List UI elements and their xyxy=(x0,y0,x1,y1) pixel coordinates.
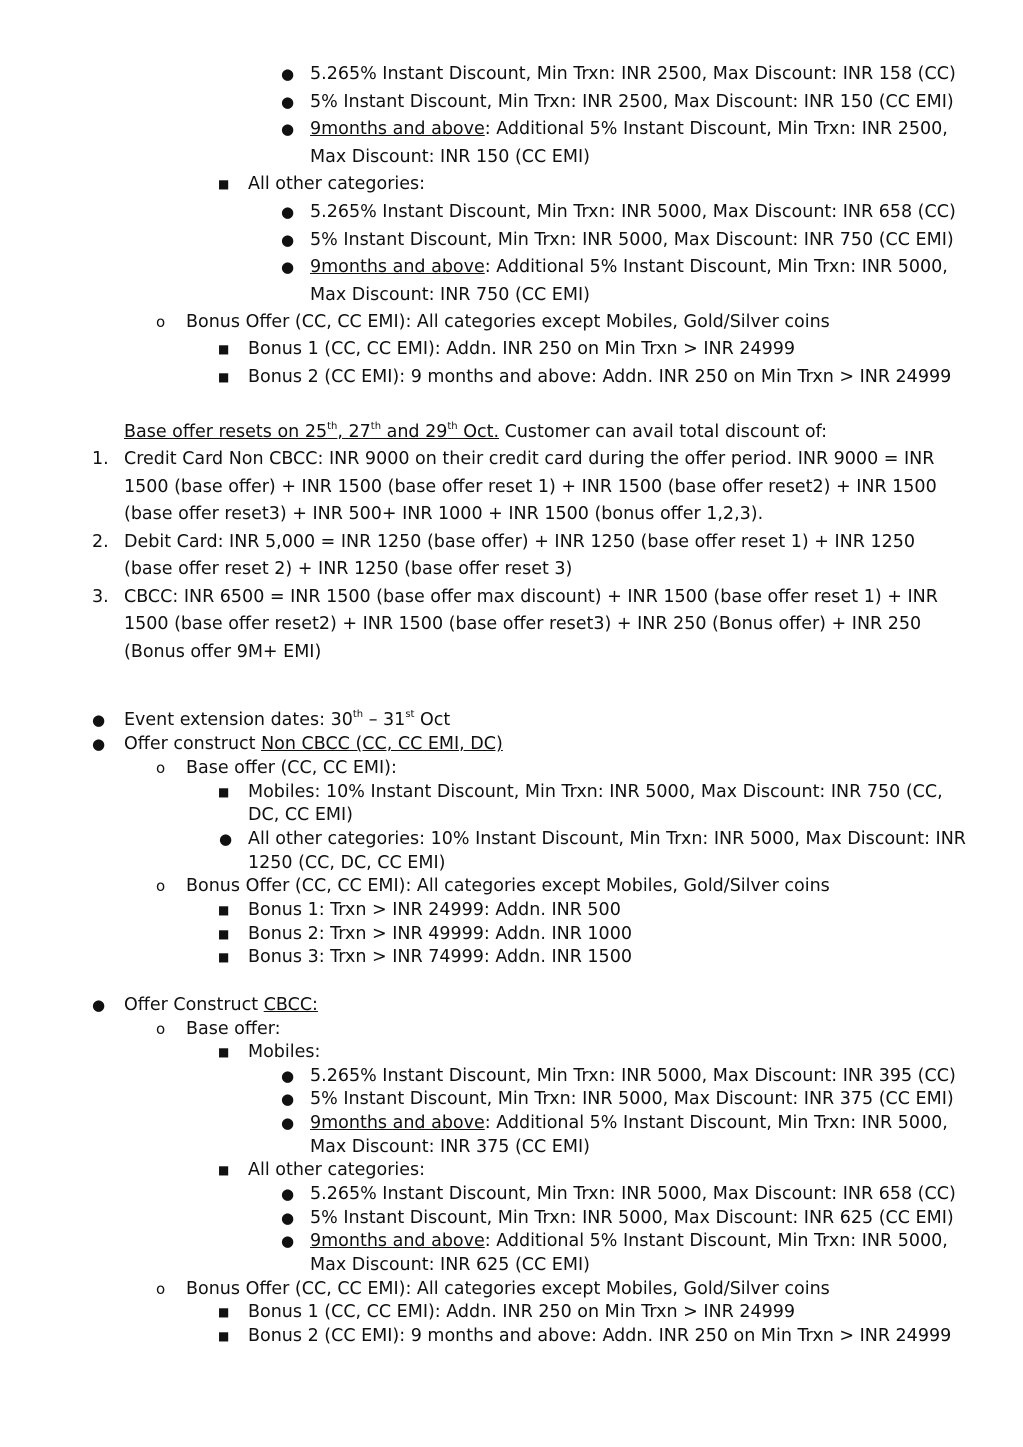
bullet-disc: ● xyxy=(281,1067,295,1085)
bullet-square: ■ xyxy=(218,342,230,356)
text-run: Oct xyxy=(414,710,451,730)
text-run: Oct. xyxy=(457,422,500,442)
list-item: 5% Instant Discount, Min Trxn: INR 5000, Max Discount: INR 375 (CC EMI) xyxy=(310,1089,954,1109)
text-run: Base offer resets on 25 xyxy=(124,422,328,442)
list-item xyxy=(124,993,318,1017)
reset-paragraph xyxy=(124,420,827,444)
bullet-disc: ● xyxy=(281,120,295,138)
list-item: Bonus 3: Trxn > INR 74999: Addn. INR 1500 xyxy=(248,947,632,967)
bullet-square: ■ xyxy=(218,370,230,384)
bullet-circle: o xyxy=(156,1280,166,1298)
numbered-item-continuation: 1500 (base offer) + INR 1500 (base offer reset 1) + INR 1500 (base offer reset2) + INR 1500 xyxy=(124,477,937,497)
superscript: th xyxy=(327,421,338,433)
text-run: , 27 xyxy=(337,422,371,442)
bullet-circle: o xyxy=(156,1020,166,1038)
superscript: th xyxy=(447,421,458,433)
underlined-term: 9months and above xyxy=(310,119,485,139)
list-item-continuation: Max Discount: INR 750 (CC EMI) xyxy=(310,285,590,305)
list-item: Bonus 2 (CC EMI): 9 months and above: Addn. INR 250 on Min Trxn > INR 24999 xyxy=(248,1326,952,1346)
list-item xyxy=(310,1111,948,1135)
bullet-square: ■ xyxy=(218,1045,230,1059)
superscript: th xyxy=(370,421,382,433)
list-item: 5.265% Instant Discount, Min Trxn: INR 5000, Max Discount: INR 395 (CC) xyxy=(310,1066,956,1086)
list-item: Bonus 2 (CC EMI): 9 months and above: Addn. INR 250 on Min Trxn > INR 24999 xyxy=(248,367,952,387)
bullet-disc: ● xyxy=(281,93,295,111)
bullet-disc: ● xyxy=(281,1114,295,1132)
numbered-item: CBCC: INR 6500 = INR 1500 (base offer max discount) + INR 1500 (base offer reset 1) + INR xyxy=(124,587,938,607)
list-item: All other categories: xyxy=(248,174,426,194)
bullet-disc: ● xyxy=(281,1090,295,1108)
numbered-item: Debit Card: INR 5,000 = INR 1250 (base offer) + INR 1250 (base offer reset 1) + INR 1250 xyxy=(124,532,916,552)
bullet-square: ■ xyxy=(218,1305,230,1319)
list-item-continuation: Max Discount: INR 625 (CC EMI) xyxy=(310,1255,590,1275)
bullet-disc: ● xyxy=(219,830,233,848)
list-item: Bonus Offer (CC, CC EMI): All categories except Mobiles, Gold/Silver coins xyxy=(186,876,830,896)
numbered-item-continuation: (base offer reset 2) + INR 1250 (base offer reset 3) xyxy=(124,559,573,579)
numbered-item: Credit Card Non CBCC: INR 9000 on their credit card during the offer period. INR 9000 = INR xyxy=(124,449,935,469)
list-item-continuation: 1250 (CC, DC, CC EMI) xyxy=(248,853,446,873)
underlined-term: Non CBCC (CC, CC EMI, DC) xyxy=(261,734,503,754)
list-item: All other categories: xyxy=(248,1160,426,1180)
list-item: Mobiles: 10% Instant Discount, Min Trxn: INR 5000, Max Discount: INR 750 (CC, xyxy=(248,782,943,802)
list-item: 5.265% Instant Discount, Min Trxn: INR 5000, Max Discount: INR 658 (CC) xyxy=(310,1184,956,1204)
bullet-square: ■ xyxy=(218,1163,230,1177)
numbered-item-continuation: (Bonus offer 9M+ EMI) xyxy=(124,642,322,662)
bullet-disc: ● xyxy=(92,711,106,729)
bullet-disc: ● xyxy=(281,1209,295,1227)
list-item: Bonus 1: Trxn > INR 24999: Addn. INR 500 xyxy=(248,900,621,920)
bullet-square: ■ xyxy=(218,927,230,941)
bullet-disc: ● xyxy=(281,1185,295,1203)
list-item: Bonus Offer (CC, CC EMI): All categories except Mobiles, Gold/Silver coins xyxy=(186,1279,830,1299)
list-item-continuation: Max Discount: INR 375 (CC EMI) xyxy=(310,1137,590,1157)
bullet-disc: ● xyxy=(281,203,295,221)
bullet-disc: ● xyxy=(281,258,295,276)
bullet-circle: o xyxy=(156,313,166,331)
bullet-square: ■ xyxy=(218,950,230,964)
bullet-disc: ● xyxy=(281,65,295,83)
list-item: Mobiles: xyxy=(248,1042,321,1062)
reset-dates xyxy=(124,422,499,442)
bullet-square: ■ xyxy=(218,903,230,917)
text-run: – 31 xyxy=(363,710,406,730)
list-item xyxy=(124,708,450,732)
superscript: st xyxy=(405,709,415,721)
list-item: 5% Instant Discount, Min Trxn: INR 2500, Max Discount: INR 150 (CC EMI) xyxy=(310,92,954,112)
superscript: th xyxy=(352,709,364,721)
list-item: Bonus 1 (CC, CC EMI): Addn. INR 250 on Min Trxn > INR 24999 xyxy=(248,339,796,359)
list-item: Base offer: xyxy=(186,1019,281,1039)
text-run: Offer construct xyxy=(124,734,262,754)
list-item: 5% Instant Discount, Min Trxn: INR 5000, Max Discount: INR 625 (CC EMI) xyxy=(310,1208,954,1228)
bullet-square: ■ xyxy=(218,1329,230,1343)
bullet-disc: ● xyxy=(92,735,106,753)
list-item-text: : Additional 5% Instant Discount, Min Trxn: INR 5000, xyxy=(484,257,948,277)
underlined-term: 9months and above xyxy=(310,1113,485,1133)
text-run: Customer can avail total discount of: xyxy=(499,422,827,442)
bullet-square: ■ xyxy=(218,177,230,191)
underlined-term: 9months and above xyxy=(310,1231,485,1251)
list-number: 1. xyxy=(92,449,109,469)
list-item: 5% Instant Discount, Min Trxn: INR 5000, Max Discount: INR 750 (CC EMI) xyxy=(310,230,954,250)
list-item-continuation: Max Discount: INR 150 (CC EMI) xyxy=(310,147,590,167)
list-item xyxy=(310,255,948,279)
text-run: Event extension dates: 30 xyxy=(124,710,353,730)
list-item xyxy=(310,117,948,141)
bullet-square: ■ xyxy=(218,785,230,799)
list-item-continuation: DC, CC EMI) xyxy=(248,805,353,825)
list-item: 5.265% Instant Discount, Min Trxn: INR 2500, Max Discount: INR 158 (CC) xyxy=(310,64,956,84)
bullet-circle: o xyxy=(156,759,166,777)
list-item-text: : Additional 5% Instant Discount, Min Trxn: INR 2500, xyxy=(484,119,948,139)
list-item: Base offer (CC, CC EMI): xyxy=(186,758,397,778)
list-item: Bonus 2: Trxn > INR 49999: Addn. INR 1000 xyxy=(248,924,632,944)
list-item: Bonus Offer (CC, CC EMI): All categories except Mobiles, Gold/Silver coins xyxy=(186,312,830,332)
text-run: and 29 xyxy=(381,422,448,442)
numbered-item-continuation: (base offer reset3) + INR 500+ INR 1000 + INR 1500 (bonus offer 1,2,3). xyxy=(124,504,764,524)
list-item: All other categories: 10% Instant Discount, Min Trxn: INR 5000, Max Discount: INR xyxy=(248,829,966,849)
bullet-disc: ● xyxy=(92,996,106,1014)
text-run: : Additional 5% Instant Discount, Min Trxn: INR 5000, xyxy=(484,1113,948,1133)
list-number: 2. xyxy=(92,532,109,552)
list-item: Bonus 1 (CC, CC EMI): Addn. INR 250 on Min Trxn > INR 24999 xyxy=(248,1302,796,1322)
bullet-circle: o xyxy=(156,877,166,895)
text-run: Offer Construct xyxy=(124,995,264,1015)
underlined-term: CBCC: xyxy=(263,995,318,1015)
bullet-disc: ● xyxy=(281,1232,295,1250)
text-run: : Additional 5% Instant Discount, Min Trxn: INR 5000, xyxy=(484,1231,948,1251)
bullet-disc: ● xyxy=(281,231,295,249)
list-number: 3. xyxy=(92,587,109,607)
list-item: 5.265% Instant Discount, Min Trxn: INR 5000, Max Discount: INR 658 (CC) xyxy=(310,202,956,222)
list-item xyxy=(310,1229,948,1253)
numbered-item-continuation: 1500 (base offer reset2) + INR 1500 (base offer reset3) + INR 250 (Bonus offer) + INR 250 xyxy=(124,614,922,634)
list-item xyxy=(124,732,503,756)
underlined-term: 9months and above xyxy=(310,257,485,277)
